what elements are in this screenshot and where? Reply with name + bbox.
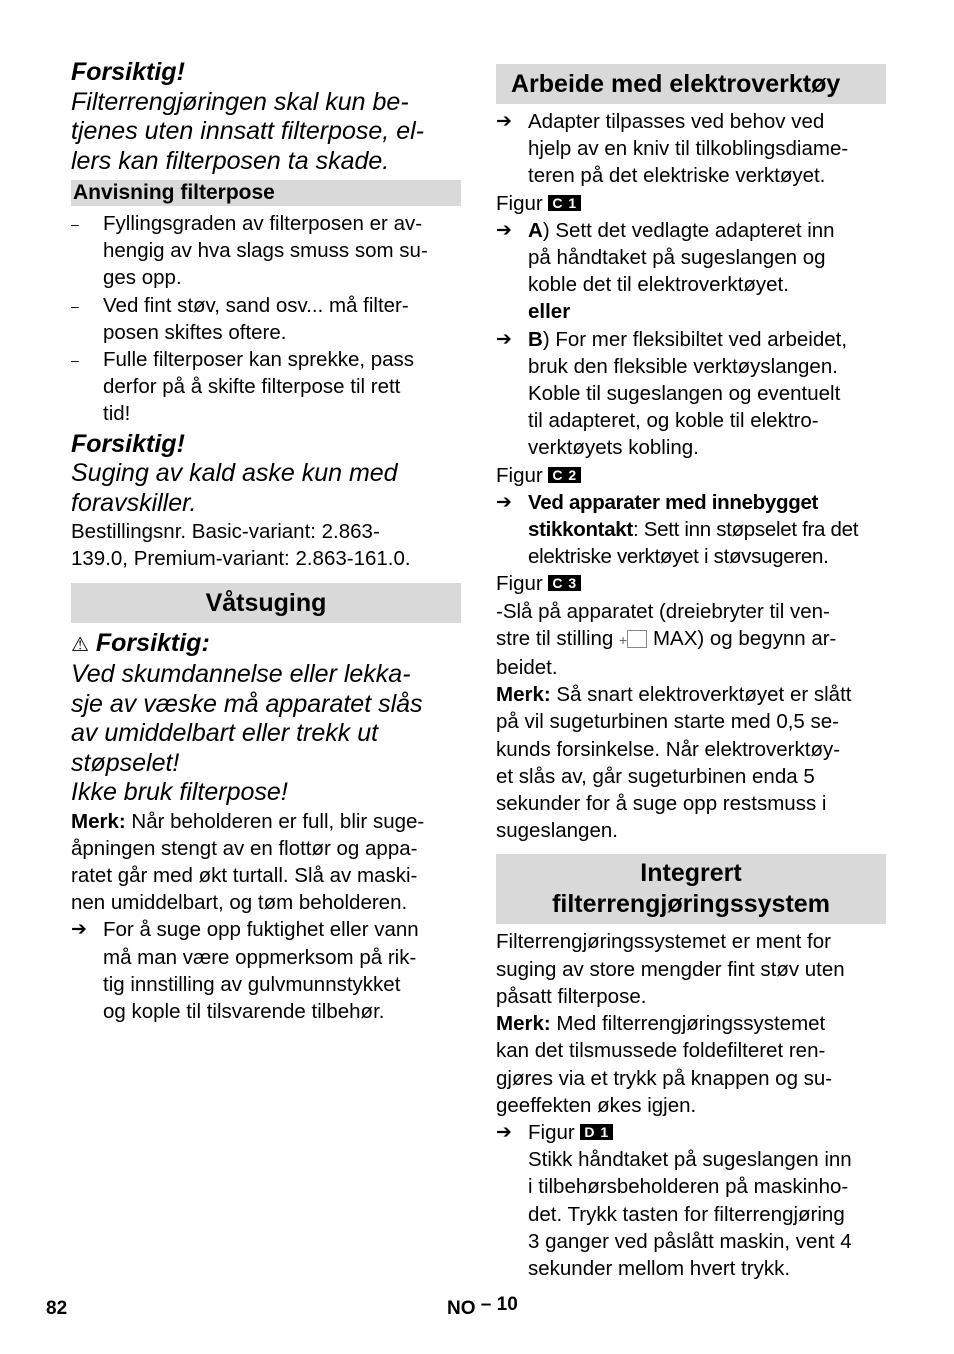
warning-triangle-icon: ⚠ <box>71 633 89 656</box>
caution-line: sje av væske må apparatet slås <box>71 689 423 718</box>
figure-label: Figur <box>496 191 543 215</box>
list-line: derfor på å skifte filterpose til rett <box>103 375 401 399</box>
language-section-marker <box>447 1294 518 1320</box>
arrow-list-item <box>71 916 461 1025</box>
power-tool-socket-icon <box>619 627 647 654</box>
caution-title-text: Forsiktig: <box>95 628 210 657</box>
list-item <box>71 210 461 292</box>
text-line: MAX) og begynn ar- <box>652 626 837 650</box>
figure-reference-c3 <box>496 570 886 597</box>
order-number-text <box>71 518 461 572</box>
note-paragraph <box>71 808 461 917</box>
option-letter: A <box>528 218 543 242</box>
note-label: Merk: <box>71 809 126 833</box>
caution-line: Suging av kald aske kun med <box>71 459 398 488</box>
arrow-right-icon: ➔ <box>496 491 512 513</box>
dash-icon: – <box>71 216 79 232</box>
figure-badge-c2: C 2 <box>548 467 581 483</box>
dash-icon: – <box>71 297 79 314</box>
text-line: stre til stilling <box>496 626 614 650</box>
caution-title: Forsiktig! <box>71 429 185 458</box>
caution-cold-ash <box>71 430 461 519</box>
text-line: påsatt filterpose. <box>496 984 647 1008</box>
arrow-list-item <box>496 1119 886 1282</box>
caution-line: Ikke bruk filterpose! <box>71 778 288 807</box>
caution-wet-suction <box>71 629 461 808</box>
arrow-right-icon: ➔ <box>71 919 87 941</box>
text-line: Så snart elektroverktøyet er slått <box>550 683 852 707</box>
section-page: – 10 <box>480 1294 518 1315</box>
list-line: sekunder mellom hvert trykk. <box>528 1256 791 1280</box>
text-line: Filterrengjøringssystemet er ment for <box>496 930 831 954</box>
text-line: suging av store mengder fint støv uten <box>496 957 845 981</box>
text-line: kan det tilsmussede foldefilteret ren- <box>496 1039 826 1063</box>
list-line: bruk den fleksible verktøyslangen. <box>528 354 838 378</box>
text-line: nen umiddelbart, og tøm beholderen. <box>71 891 408 915</box>
section-heading-vatsuging: Våtsuging <box>71 583 461 623</box>
text-line: -Slå på apparatet (dreiebryter til ven- <box>496 599 830 623</box>
caution-title <box>71 629 461 661</box>
caution-line: av umiddelbart eller trekk ut <box>71 719 379 748</box>
caution-line: foravskiller. <box>71 488 197 517</box>
figure-label: Figur <box>528 1120 575 1144</box>
note-label: Merk: <box>496 1012 551 1036</box>
arrow-list-item <box>496 489 886 571</box>
section-heading-elektroverktoy: Arbeide med elektroverktøy <box>496 64 886 104</box>
caution-line: lers kan filterposen ta skade. <box>71 146 390 175</box>
list-line: tid! <box>103 402 131 426</box>
list-line: 3 ganger ved påslått maskin, vent 4 <box>528 1229 852 1253</box>
list-item <box>71 346 461 428</box>
list-line: hjelp av en kniv til tilkoblingsdiame- <box>528 137 849 161</box>
list-line: Fyllingsgraden av filterposen er av- <box>103 212 423 235</box>
caution-filter-cleaning <box>71 58 461 176</box>
page-number: 82 <box>46 1298 68 1319</box>
plus-icon: + <box>619 631 627 648</box>
subheading-filterpose: Anvisning filterpose <box>71 180 461 206</box>
section-heading-integrert <box>496 854 886 924</box>
system-description <box>496 928 886 1010</box>
list-line: Adapter tilpasses ved behov ved <box>528 110 825 133</box>
text-line: Bestillingsnr. Basic-variant: 2.863- <box>71 520 380 544</box>
list-line: på håndtaket på sugeslangen og <box>528 246 826 270</box>
list-line: Koble til sugeslangen og eventuelt <box>528 382 841 406</box>
list-line: For å suge opp fuktighet eller vann <box>103 918 419 942</box>
text-line: geeffekten økes igjen. <box>496 1093 697 1117</box>
figure-badge-c1: C 1 <box>548 195 581 211</box>
text-line: sugeslangen. <box>496 819 618 843</box>
figure-badge-d1: D 1 <box>580 1124 613 1140</box>
language-code: NO <box>447 1298 476 1319</box>
list-line: : Sett inn støpselet fra det <box>632 518 859 542</box>
list-line: det. Trykk tasten for filterrengjøring <box>528 1202 845 1226</box>
list-line: elektriske verktøyet i støvsugeren. <box>528 545 829 569</box>
arrow-list-item <box>496 108 886 190</box>
figure-reference-c2 <box>496 462 886 489</box>
text-line: et slås av, går sugeturbinen enda 5 <box>496 764 815 788</box>
arrow-right-icon: ➔ <box>496 111 512 132</box>
list-line: og kople til tilsvarende tilbehør. <box>103 999 385 1023</box>
text-line: sekunder for å suge opp restsmuss i <box>496 792 827 816</box>
list-line: koble det til elektroverktøyet. <box>528 273 789 297</box>
caution-line: Ved skumdannelse eller lekka- <box>71 660 411 689</box>
arrow-right-icon: ➔ <box>496 1121 512 1143</box>
text-line: Med filterrengjøringssystemet <box>550 1012 826 1036</box>
list-line: stikkontakt <box>528 518 633 542</box>
text-line: gjøres via et trykk på knappen og su- <box>496 1066 833 1090</box>
heading-line: Integrert <box>640 859 742 888</box>
figure-reference-c1 <box>496 190 886 217</box>
text-line: åpningen stengt av en flottør og appa- <box>71 836 418 860</box>
figure-badge-c3: C 3 <box>548 575 581 591</box>
list-line: Fulle filterposer kan sprekke, pass <box>103 348 415 372</box>
list-line: må man være oppmerksom på rik- <box>103 945 417 969</box>
option-letter: B <box>528 327 543 351</box>
list-line: tig innstilling av gulvmunnstykket <box>103 972 401 996</box>
text-line: 139.0, Premium-variant: 2.863-161.0. <box>71 547 411 571</box>
arrow-right-icon: ➔ <box>496 328 512 350</box>
figure-label: Figur <box>496 463 543 487</box>
text-line: på vil sugeturbinen starte med 0,5 se- <box>496 710 839 734</box>
figure-label: Figur <box>496 572 543 596</box>
list-line: Stikk håndtaket på sugeslangen inn <box>528 1148 852 1172</box>
text-line: beidet. <box>496 656 558 680</box>
list-item <box>71 292 461 346</box>
text-line: Når beholderen er full, blir suge- <box>125 809 425 833</box>
list-line: Ved apparater med innebygget <box>528 490 819 514</box>
left-column <box>71 58 461 1025</box>
arrow-right-icon: ➔ <box>496 219 512 241</box>
heading-line: filterrengjøringssystem <box>552 890 830 919</box>
note-paragraph <box>496 1010 886 1119</box>
list-line: verktøyets kobling. <box>528 436 699 460</box>
text-line: ratet går med økt turtall. Slå av maski- <box>71 863 418 887</box>
caution-title: Forsiktig! <box>71 58 185 86</box>
dash-icon: – <box>71 352 79 369</box>
note-paragraph <box>496 681 886 844</box>
text-line: kunds forsinkelse. Når elektroverktøy- <box>496 737 841 761</box>
list-line: posen skiftes oftere. <box>103 320 287 344</box>
list-line: ges opp. <box>103 266 182 290</box>
caution-line: Filterrengjøringen skal kun be- <box>71 87 409 116</box>
arrow-list-item <box>496 326 886 462</box>
list-line: hengig av hva slags smuss som su- <box>103 239 428 263</box>
or-text: eller <box>528 300 571 324</box>
list-line: ) Sett det vedlagte adapteret inn <box>542 218 835 242</box>
caution-line: støpselet! <box>71 748 180 777</box>
list-line: i tilbehørsbeholderen på maskinho- <box>528 1175 849 1199</box>
caution-line: tjenes uten innsatt filterpose, el- <box>71 117 424 145</box>
list-line: ) For mer fleksibiltet ved arbeidet, <box>542 327 848 351</box>
arrow-list-item <box>496 217 886 326</box>
list-line: til adapteret, og koble til elektro- <box>528 409 819 433</box>
note-label: Merk: <box>496 683 551 707</box>
list-line: Ved fint støv, sand osv... må filter- <box>103 293 409 317</box>
switch-instruction <box>496 598 886 682</box>
list-line: teren på det elektriske verktøyet. <box>528 164 826 188</box>
right-column <box>496 64 886 1282</box>
